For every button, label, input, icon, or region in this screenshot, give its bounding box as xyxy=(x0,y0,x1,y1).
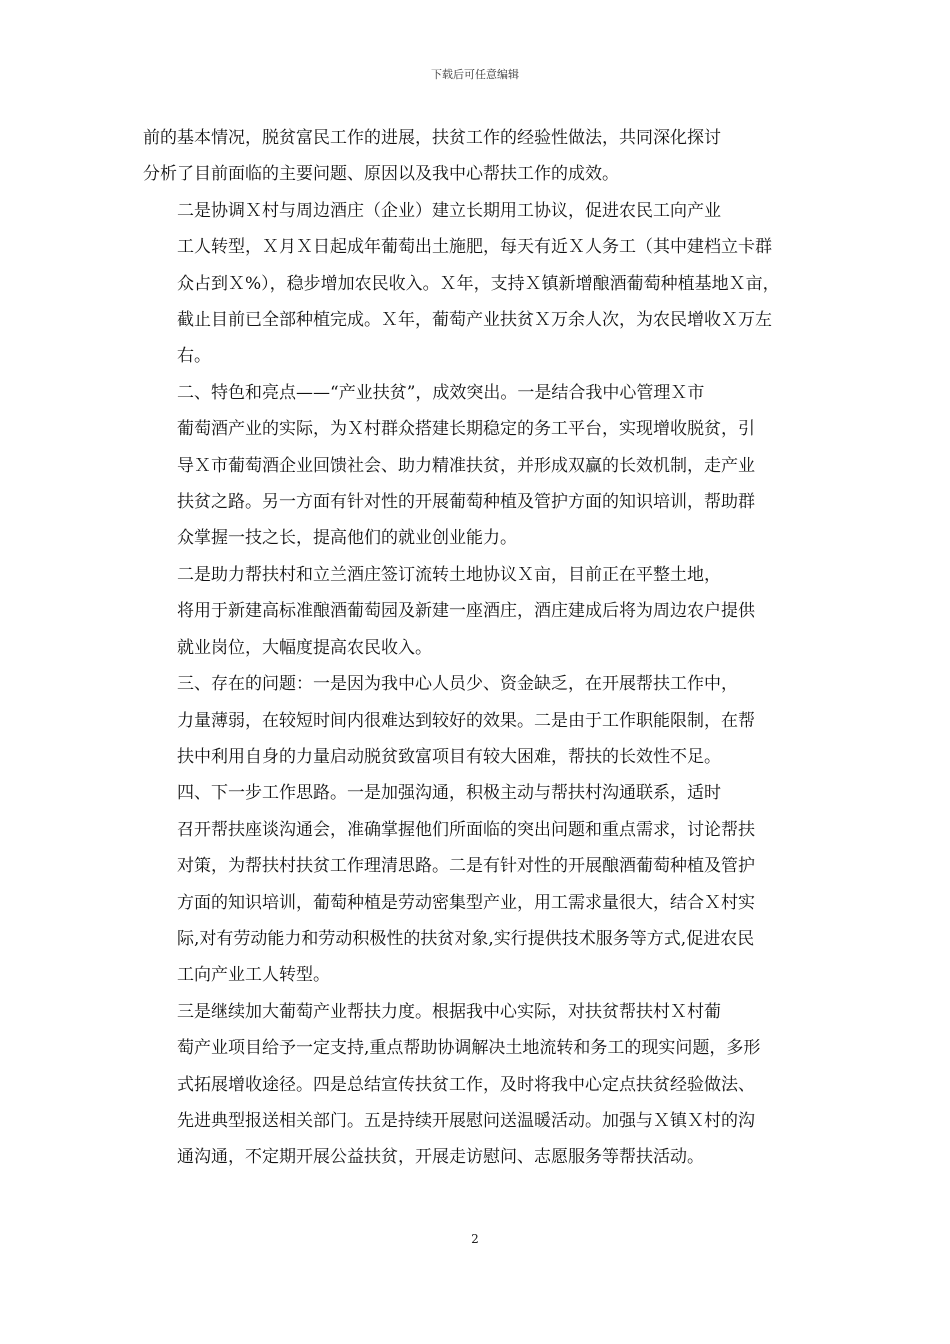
text-line: 召开帮扶座谈沟通会，准确掌握他们所面临的突出问题和重点需求，讨论帮扶 xyxy=(177,819,755,840)
text-line: 右。 xyxy=(177,346,211,367)
text-line: 扶贫之路。另一方面有针对性的开展葡萄种植及管护方面的知识培训，帮助群 xyxy=(177,492,755,513)
text-line: 导Ｘ市葡萄酒企业回馈社会、助力精准扶贫，并形成双赢的长效机制，走产业 xyxy=(177,455,755,476)
text-line: 扶中利用自身的力量启动脱贫致富项目有较大困难，帮扶的长效性不足。 xyxy=(177,746,721,767)
text-line: 工人转型，Ｘ月Ｘ日起成年葡萄出土施肥，每天有近Ｘ人务工（其中建档立卡群 xyxy=(177,237,772,258)
text-line: 将用于新建高标准酿酒葡萄园及新建一座酒庄，酒庄建成后将为周边农户提供 xyxy=(177,601,755,622)
paragraph-highlights xyxy=(143,375,809,557)
text-line: 二是助力帮扶村和立兰酒庄签订流转土地协议Ｘ亩，目前正在平整土地， xyxy=(177,564,721,585)
paragraph-labor-agreement xyxy=(143,193,809,375)
text-line: 众掌握一技之长，提高他们的就业创业能力。 xyxy=(177,528,517,549)
text-line: 三是继续加大葡萄产业帮扶力度。根据我中心实际，对扶贫帮扶村Ｘ村葡 xyxy=(177,1001,721,1022)
text-line: 众占到Ｘ%），稳步增加农民收入。Ｘ年，支持Ｘ镇新增酿酒葡萄种植基地Ｘ亩， xyxy=(177,273,780,294)
text-line: 分析了目前面临的主要问题、原因以及我中心帮扶工作的成效。 xyxy=(143,164,619,185)
text-line: 萄产业项目给予一定支持,重点帮助协调解决土地流转和务工的现实问题，多形 xyxy=(177,1038,761,1059)
paragraph-land-transfer xyxy=(143,557,809,666)
text-line: 三、存在的问题：一是因为我中心人员少、资金缺乏，在开展帮扶工作中， xyxy=(177,674,738,695)
text-line: 四、下一步工作思路。一是加强沟通，积极主动与帮扶村沟通联系，适时 xyxy=(177,783,721,804)
paragraph-continuation xyxy=(143,120,809,193)
text-line: 对策，为帮扶村扶贫工作理清思路。二是有针对性的开展酿酒葡萄种植及管护 xyxy=(177,856,755,877)
text-line: 二是协调Ｘ村与周边酒庄（企业）建立长期用工协议，促进农民工向产业 xyxy=(177,200,721,221)
text-line: 通沟通，不定期开展公益扶贫，开展走访慰问、志愿服务等帮扶活动。 xyxy=(177,1147,704,1168)
text-line: 就业岗位，大幅度提高农民收入。 xyxy=(177,637,432,658)
paragraph-next-steps xyxy=(143,775,809,993)
text-line: 式拓展增收途径。四是总结宣传扶贫工作，及时将我中心定点扶贫经验做法、 xyxy=(177,1074,755,1095)
text-line: 截止目前已全部种植完成。Ｘ年，葡萄产业扶贫Ｘ万余人次，为农民增收Ｘ万左 xyxy=(177,310,772,331)
text-line: 力量薄弱，在较短时间内很难达到较好的效果。二是由于工作职能限制，在帮 xyxy=(177,710,755,731)
paragraph-problems xyxy=(143,666,809,775)
page-header: 下载后可任意编辑 xyxy=(431,68,519,81)
document-body xyxy=(143,120,809,1176)
page-number: 2 xyxy=(471,1232,479,1246)
text-line: 葡萄酒产业的实际，为Ｘ村群众搭建长期稳定的务工平台，实现增收脱贫，引 xyxy=(177,419,755,440)
text-line: 先进典型报送相关部门。五是持续开展慰问送温暖活动。加强与Ｘ镇Ｘ村的沟 xyxy=(177,1110,755,1131)
text-line: 二、特色和亮点——“产业扶贫”，成效突出。一是结合我中心管理Ｘ市 xyxy=(177,382,705,403)
text-line: 际,对有劳动能力和劳动积极性的扶贫对象,实行提供技术服务等方式,促进农民 xyxy=(177,928,755,949)
paragraph-industry-support xyxy=(143,994,809,1176)
text-line: 工向产业工人转型。 xyxy=(177,965,330,986)
text-line: 方面的知识培训，葡萄种植是劳动密集型产业，用工需求量很大，结合Ｘ村实 xyxy=(177,892,755,913)
text-line: 前的基本情况，脱贫富民工作的进展，扶贫工作的经验性做法，共同深化探讨 xyxy=(143,128,721,148)
